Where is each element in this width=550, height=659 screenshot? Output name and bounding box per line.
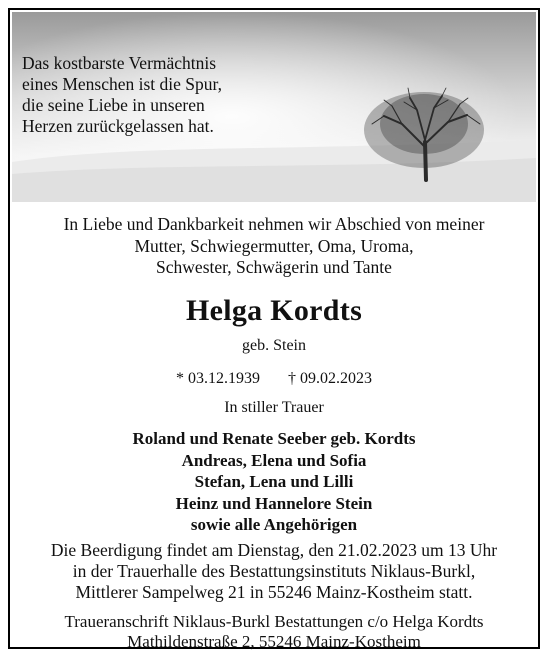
funeral-line: in der Trauerhalle des Bestattungsinstituts Niklaus-Burkl, [72,561,476,581]
deceased-name: Helga Kordts [185,294,363,327]
intro-line: In Liebe und Dankbarkeit nehmen wir Abschied von meiner [63,214,485,234]
farewell-intro [10,214,538,279]
quote-line: die seine Liebe in unseren [22,95,205,115]
mourning-line: In stiller Trauer [224,399,324,416]
mourner-line: Andreas, Elena und Sofia [181,450,367,470]
mourner-line: sowie alle Angehörigen [190,515,358,534]
quote-line: eines Menschen ist die Spur, [22,74,223,94]
life-dates [10,370,538,388]
death-date: † 09.02.2023 [288,370,372,387]
address-line: Mathildenstraße 2, 55246 Mainz-Kostheim [127,631,421,651]
memorial-quote [22,53,222,137]
funeral-details [10,540,538,603]
funeral-line: Mittlerer Sampelweg 21 in 55246 Mainz-Kostheim statt. [75,582,473,602]
mourner-line: Stefan, Lena und Lilli [194,472,354,491]
birth-date: * 03.12.1939 [176,370,260,387]
intro-line: Schwester, Schwägerin und Tante [156,257,392,277]
maiden-name: geb. Stein [242,337,306,354]
quote-line: Herzen zurückgelassen hat. [22,116,214,136]
obituary-frame [8,8,540,649]
intro-line: Mutter, Schwiegermutter, Oma, Uroma, [134,235,414,256]
funeral-line: Die Beerdigung findet am Dienstag, den 21.02.2023 um 13 Uhr [50,540,498,560]
tree-banner [12,12,536,202]
mourner-line: Heinz und Hannelore Stein [175,493,373,513]
quote-line: Das kostbarste Vermächtnis [22,53,217,73]
mourner-line: Roland und Renate Seeber geb. Kordts [132,429,416,448]
mourning-address [10,612,538,651]
mourners-list [10,428,538,536]
address-line: Traueranschrift Niklaus-Burkl Bestattungen c/o Helga Kordts [64,612,484,631]
